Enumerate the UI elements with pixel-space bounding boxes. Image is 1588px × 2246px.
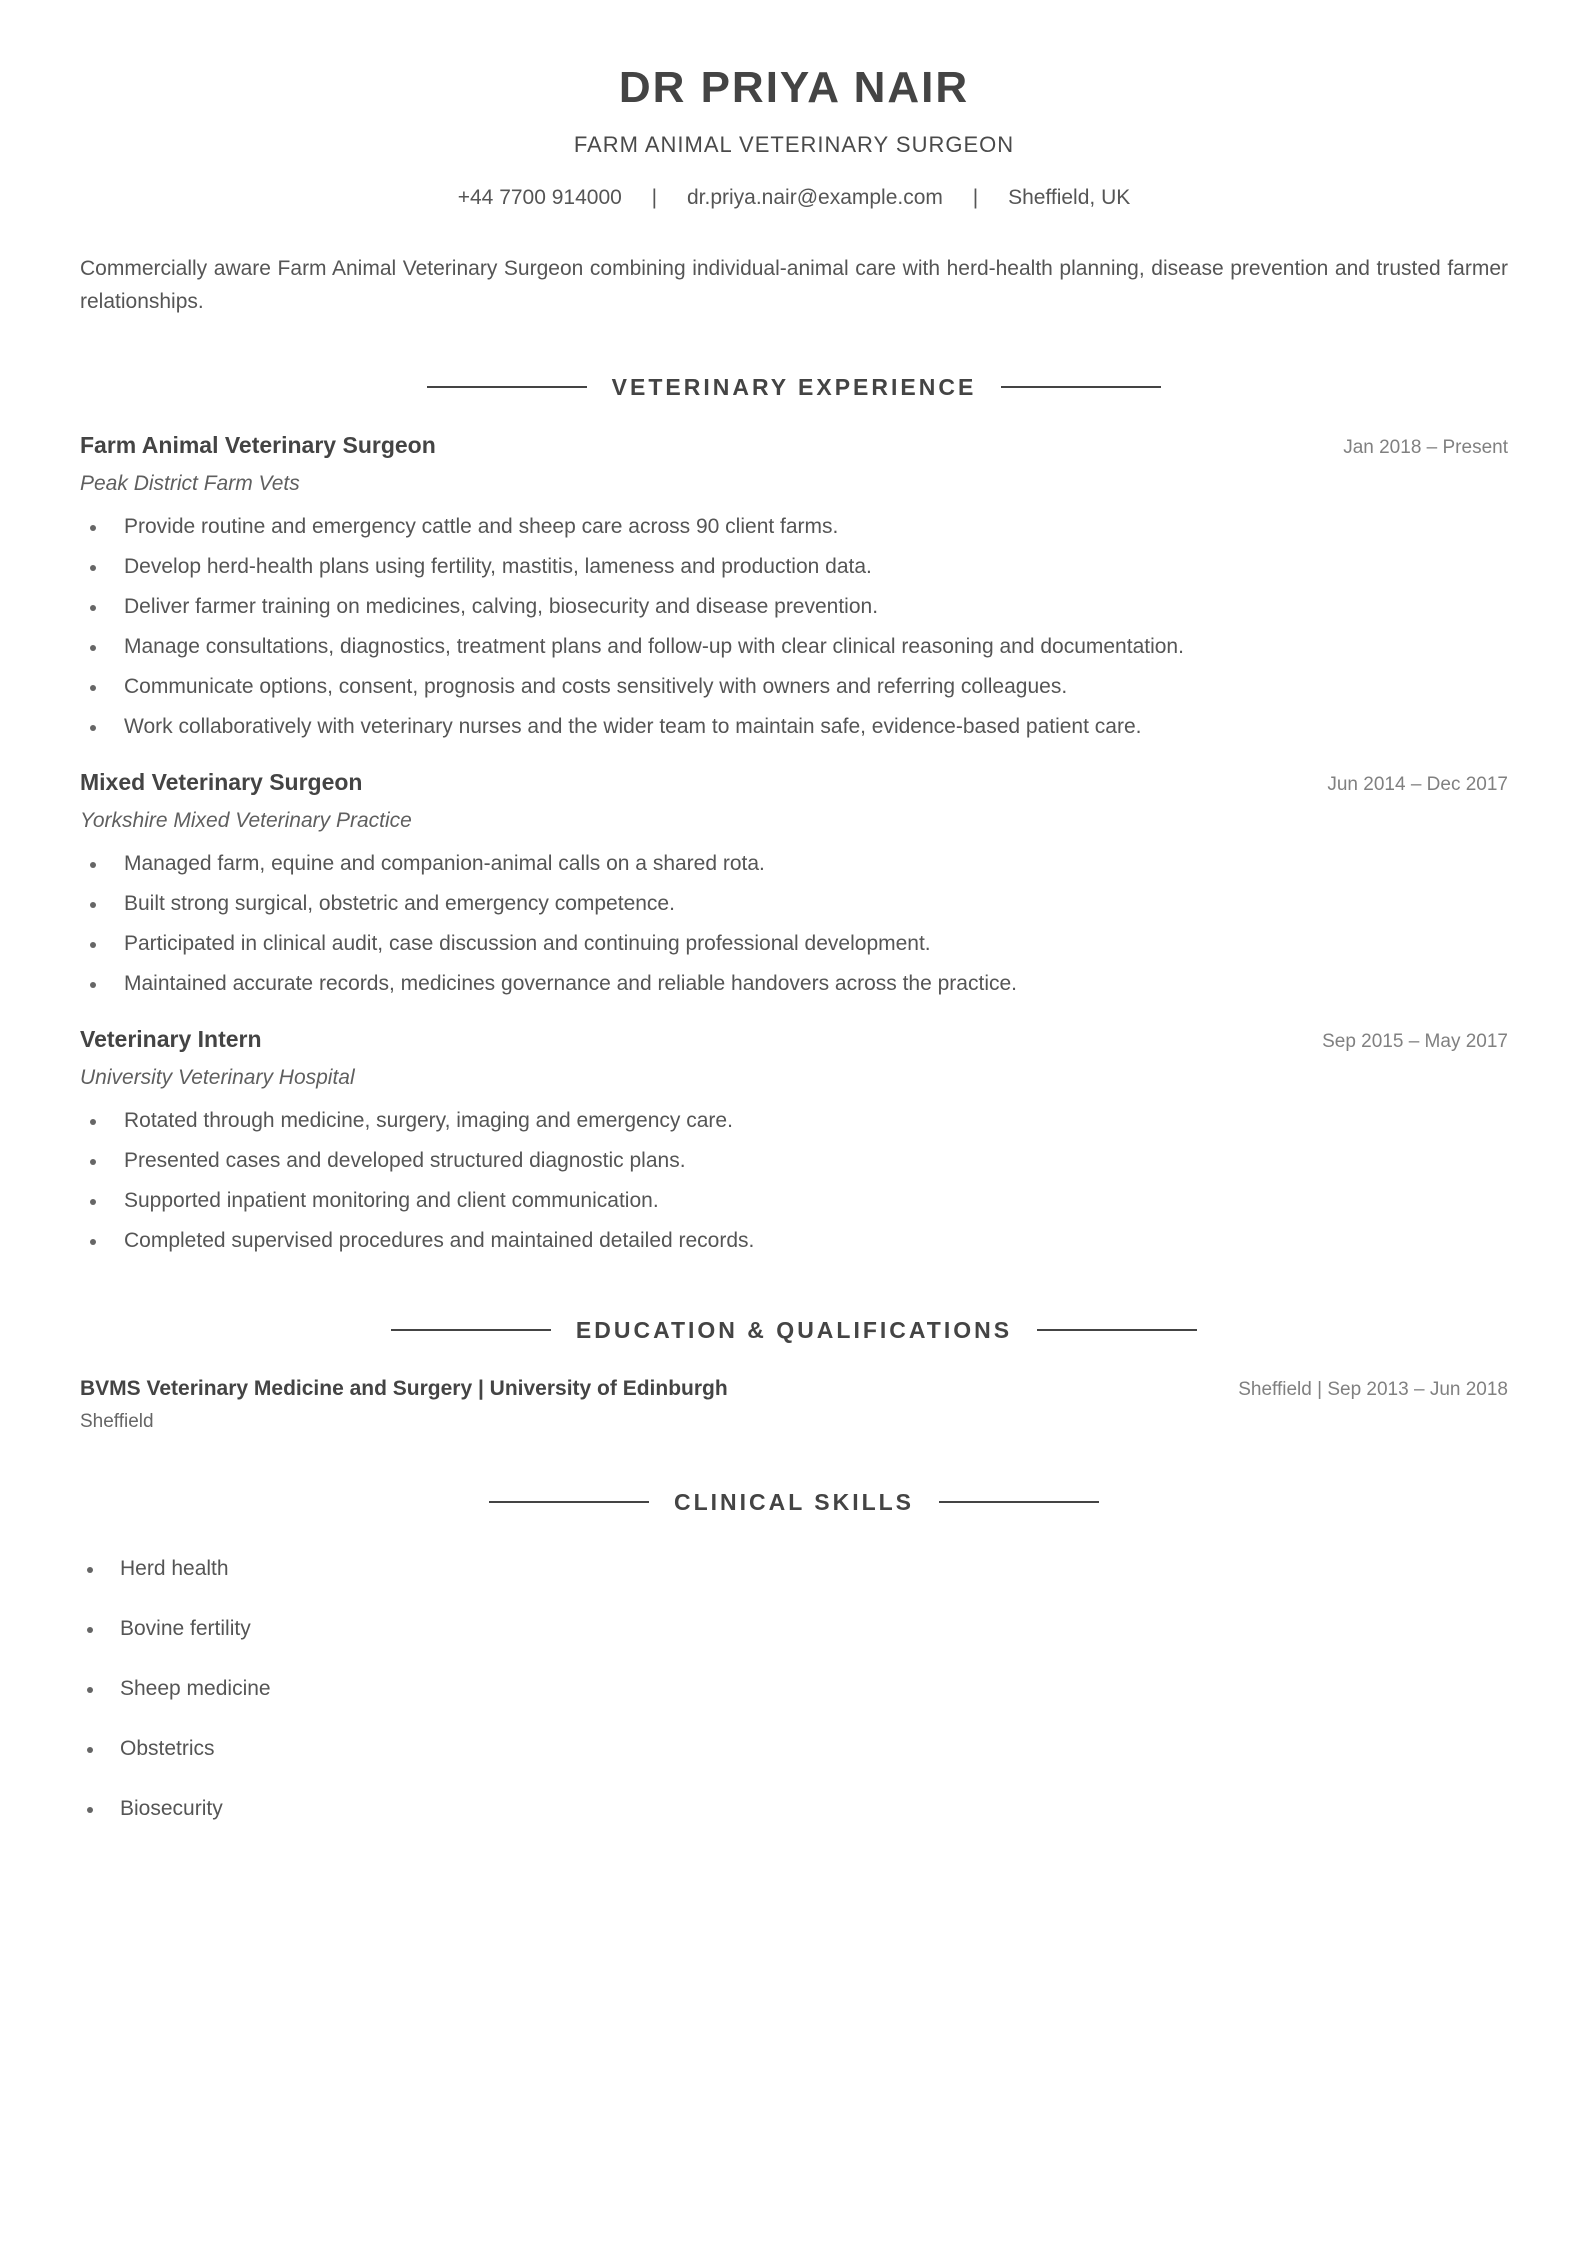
heading-rule — [489, 1501, 649, 1503]
heading-rule — [391, 1329, 551, 1331]
job-bullet: Deliver farmer training on medicines, calving, biosecurity and disease prevention. — [80, 587, 1508, 627]
section-heading-skills — [80, 1487, 1508, 1517]
job-bullet: Participated in clinical audit, case discussion and continuing professional development. — [80, 924, 1508, 964]
job-organisation: Peak District Farm Vets — [80, 472, 300, 495]
education-title: BVMS Veterinary Medicine and Surgery | University of Edinburgh — [80, 1377, 728, 1400]
job-dates: Jun 2014 – Dec 2017 — [1327, 774, 1508, 795]
contact-line — [80, 184, 1508, 212]
job-title: Veterinary Intern — [80, 1026, 262, 1052]
candidate-name: DR PRIYA NAIR — [618, 63, 970, 112]
section-heading-education — [80, 1315, 1508, 1345]
job-entry — [80, 769, 1508, 1004]
job-entry — [80, 1026, 1508, 1261]
heading-rule — [427, 386, 587, 388]
skill-item: Biosecurity — [80, 1795, 1508, 1823]
job-header — [80, 769, 1508, 799]
job-dates: Jan 2018 – Present — [1343, 437, 1508, 458]
job-organisation: University Veterinary Hospital — [80, 1066, 355, 1089]
job-organisation: Yorkshire Mixed Veterinary Practice — [80, 809, 412, 832]
education-meta: Sheffield | Sep 2013 – Jun 2018 — [1238, 1379, 1508, 1400]
job-bullets — [80, 844, 1508, 1004]
contact-email: dr.priya.nair@example.com — [686, 186, 943, 209]
section-heading-label: CLINICAL SKILLS — [673, 1488, 915, 1515]
job-bullet: Presented cases and developed structured diagnostic plans. — [80, 1141, 1508, 1181]
skill-item: Sheep medicine — [80, 1675, 1508, 1703]
skills-list — [80, 1555, 1508, 1823]
skill-item: Obstetrics — [80, 1735, 1508, 1763]
candidate-headline: FARM ANIMAL VETERINARY SURGEON — [573, 132, 1015, 157]
job-bullet: Work collaboratively with veterinary nurses and the wider team to maintain safe, evidence-based patient care. — [80, 707, 1508, 747]
job-bullet: Maintained accurate records, medicines governance and reliable handovers across the practice. — [80, 964, 1508, 1004]
section-heading-label: EDUCATION & QUALIFICATIONS — [575, 1316, 1013, 1343]
job-bullet: Manage consultations, diagnostics, treatment plans and follow-up with clear clinical reasoning and documentation. — [80, 627, 1508, 667]
education-location: Sheffield — [80, 1411, 154, 1432]
job-bullet: Develop herd-health plans using fertility, mastitis, lameness and production data. — [80, 547, 1508, 587]
job-bullet: Rotated through medicine, surgery, imaging and emergency care. — [80, 1101, 1508, 1141]
section-heading-label: VETERINARY EXPERIENCE — [611, 373, 977, 400]
job-bullets — [80, 1101, 1508, 1261]
job-bullets — [80, 507, 1508, 747]
job-bullet: Communicate options, consent, prognosis and costs sensitively with owners and referring colleagues. — [80, 667, 1508, 707]
contact-separator: | — [651, 186, 658, 209]
job-entry — [80, 432, 1508, 747]
heading-rule — [939, 1501, 1099, 1503]
heading-rule — [1001, 386, 1161, 388]
heading-rule — [1037, 1329, 1197, 1331]
job-bullet: Provide routine and emergency cattle and sheep care across 90 client farms. — [80, 507, 1508, 547]
education-entry — [80, 1377, 1508, 1433]
section-heading-experience — [80, 372, 1508, 402]
contact-separator: | — [972, 186, 979, 209]
job-header — [80, 432, 1508, 462]
education-header — [80, 1377, 1508, 1405]
job-dates: Sep 2015 – May 2017 — [1322, 1031, 1508, 1052]
professional-summary: Commercially aware Farm Animal Veterinary Surgeon combining individual-animal care with herd-health planning, disease prevention and trusted farmer relationships. — [80, 257, 1508, 313]
job-bullet: Completed supervised procedures and maintained detailed records. — [80, 1221, 1508, 1261]
contact-location: Sheffield, UK — [1008, 186, 1131, 209]
job-bullet: Supported inpatient monitoring and client communication. — [80, 1181, 1508, 1221]
skill-item: Herd health — [80, 1555, 1508, 1583]
skill-item: Bovine fertility — [80, 1615, 1508, 1643]
job-header — [80, 1026, 1508, 1056]
job-bullet: Built strong surgical, obstetric and emergency competence. — [80, 884, 1508, 924]
contact-phone: +44 7700 914000 — [457, 186, 622, 209]
job-title: Farm Animal Veterinary Surgeon — [80, 432, 436, 458]
job-title: Mixed Veterinary Surgeon — [80, 769, 363, 795]
job-bullet: Managed farm, equine and companion-animal calls on a shared rota. — [80, 844, 1508, 884]
